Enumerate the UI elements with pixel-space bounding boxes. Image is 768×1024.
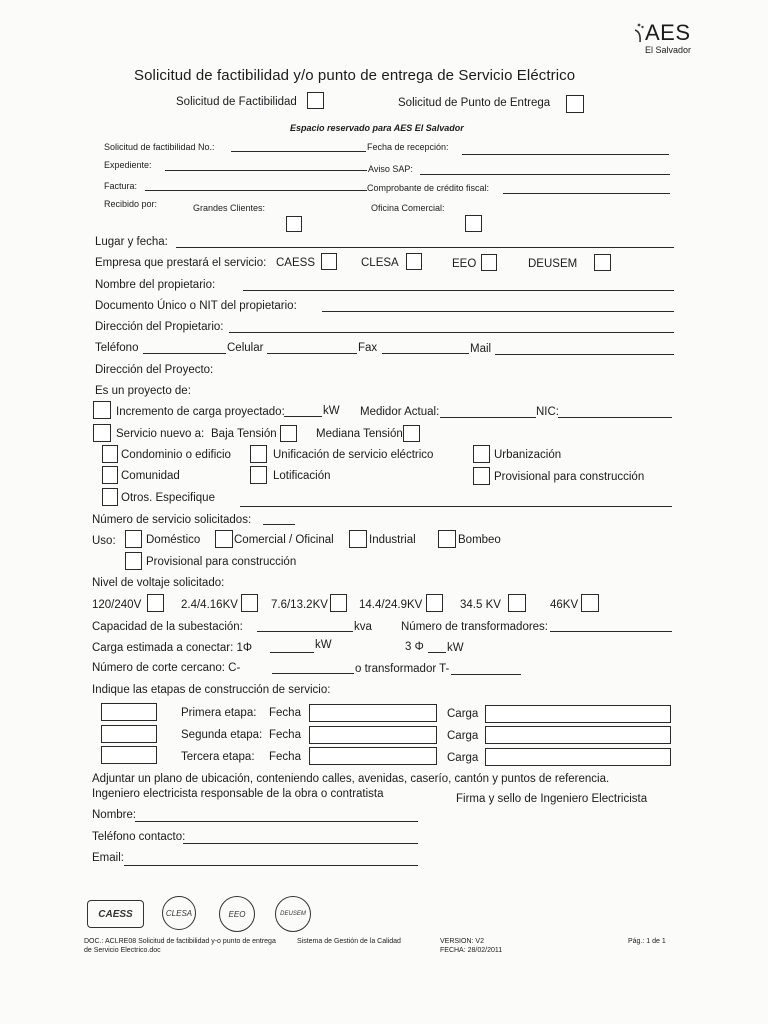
comercial-checkbox[interactable] (215, 530, 233, 548)
solicitud-punto-entrega-label: Solicitud de Punto de Entrega (398, 97, 551, 109)
servicio-nuevo-checkbox[interactable] (93, 424, 111, 442)
voltaje-label: Nivel de voltaje solicitado: (92, 577, 225, 589)
brand-name: AES (645, 20, 691, 45)
voltage-14-4-checkbox[interactable] (426, 594, 443, 612)
footer-fecha: FECHA: 28/02/2011 (440, 947, 503, 954)
uso-label: Uso: (92, 535, 116, 547)
nic-field[interactable] (558, 417, 672, 418)
direccion-proyecto-label: Dirección del Proyecto: (95, 364, 214, 376)
stage-1-box[interactable] (101, 703, 157, 721)
kva-unit: kva (354, 621, 372, 633)
voltage-46-label: 46KV (550, 599, 579, 611)
industrial-label: Industrial (369, 534, 416, 546)
fecha-recepcion-label: Fecha de recepción: (367, 142, 449, 152)
stage-1-carga-label: Carga (447, 708, 479, 720)
telefono-contacto-label: Teléfono contacto: (92, 831, 186, 843)
company-clesa-checkbox[interactable] (406, 253, 422, 270)
company-eeo-label: EEO (452, 258, 477, 270)
provisional-service-checkbox[interactable] (125, 552, 142, 570)
corte-cercano-label: Número de corte cercano: C- (92, 662, 241, 674)
stage-2-fecha-field[interactable] (309, 726, 437, 744)
otros-label: Otros. Especifique (121, 492, 215, 504)
domestico-label: Doméstico (146, 534, 201, 546)
medidor-label: Medidor Actual: (360, 406, 440, 418)
provisional-service-label: Provisional para construcción (146, 556, 297, 568)
comunidad-label: Comunidad (121, 470, 180, 482)
footer-version: VERSION: V2 (440, 938, 484, 945)
empresa-label: Empresa que prestará el servicio: (95, 257, 267, 269)
caess-logo: CAESS (87, 900, 144, 928)
carga-1phi-field[interactable] (270, 652, 314, 653)
stage-1-name: Primera etapa: (181, 707, 257, 719)
es-un-proyecto-label: Es un proyecto de: (95, 385, 191, 397)
celular-field[interactable] (267, 353, 357, 354)
expediente-label: Expediente: (104, 160, 152, 170)
otros-checkbox[interactable] (102, 488, 118, 506)
stage-1-fecha-label: Fecha (269, 707, 301, 719)
servicio-nuevo-label: Servicio nuevo a: (116, 428, 205, 440)
baja-tension-checkbox[interactable] (280, 425, 297, 442)
numero-servicio-field[interactable] (263, 524, 295, 525)
incremento-kw-field[interactable] (284, 416, 322, 417)
baja-tension-label: Baja Tensión (211, 428, 277, 440)
stage-2-carga-label: Carga (447, 730, 479, 742)
brand-sub: El Salvador (645, 45, 692, 55)
voltage-34-5-checkbox[interactable] (508, 594, 526, 612)
footer-sistema: Sistema de Gestión de la Calidad (297, 938, 401, 945)
stage-3-box[interactable] (101, 746, 157, 764)
factibilidad-checkbox[interactable] (307, 92, 324, 109)
carga-3phi-field[interactable] (428, 652, 446, 653)
provisional-construccion-checkbox[interactable] (473, 467, 490, 485)
bombeo-checkbox[interactable] (438, 530, 456, 548)
company-eeo-checkbox[interactable] (481, 254, 497, 271)
telefono-label: Teléfono (95, 342, 139, 354)
deusem-logo: DEUSEM (275, 896, 311, 932)
stage-1-carga-field[interactable] (485, 705, 671, 723)
stage-3-fecha-field[interactable] (309, 747, 437, 765)
subestacion-label: Capacidad de la subestación: (92, 621, 243, 633)
transformador-field[interactable] (451, 674, 521, 675)
company-caess-checkbox[interactable] (321, 253, 337, 270)
fax-label: Fax (358, 342, 378, 354)
celular-label: Celular (227, 342, 264, 354)
expediente-field[interactable] (165, 170, 367, 171)
unificacion-checkbox[interactable] (250, 445, 267, 463)
comprobante-field[interactable] (503, 193, 670, 194)
punto-entrega-checkbox[interactable] (566, 95, 584, 113)
stage-1-fecha-field[interactable] (309, 704, 437, 722)
lotificacion-checkbox[interactable] (250, 466, 267, 484)
condominio-checkbox[interactable] (102, 445, 118, 463)
carga-1phi-unit: kW (315, 639, 332, 651)
company-deusem-checkbox[interactable] (594, 254, 611, 271)
company-clesa-label: CLESA (361, 257, 399, 269)
corte-cercano-field[interactable] (272, 673, 354, 674)
provisional-construccion-label: Provisional para construcción (494, 471, 645, 483)
voltage-2-4-label: 2.4/4.16KV (181, 599, 238, 611)
lugar-fecha-field[interactable] (176, 247, 674, 248)
factura-label: Factura: (104, 181, 138, 191)
stage-3-fecha-label: Fecha (269, 751, 301, 763)
mediana-tension-label: Mediana Tensión (316, 428, 403, 440)
stage-2-carga-field[interactable] (485, 726, 671, 744)
transformador-label: o transformador T- (355, 663, 450, 675)
otros-field[interactable] (240, 506, 672, 507)
voltage-120-label: 120/240V (92, 599, 142, 611)
grandes-clientes-checkbox[interactable] (286, 216, 302, 232)
nic-label: NIC: (536, 406, 559, 418)
subestacion-field[interactable] (257, 631, 353, 632)
recibido-por-label: Recibido por: (104, 199, 158, 209)
footer-doc: DOC.: ACLRE08 Solicitud de factibilidad y-o punto de entrega (84, 938, 276, 945)
incremento-checkbox[interactable] (93, 401, 111, 419)
nombre-propietario-field[interactable] (243, 290, 674, 291)
company-caess-label: CAESS (276, 257, 315, 269)
direccion-propietario-field[interactable] (229, 332, 674, 333)
urbanizacion-label: Urbanización (494, 449, 562, 461)
carga-3phi-label: 3 Φ (405, 641, 424, 653)
condominio-label: Condominio o edificio (121, 449, 231, 461)
voltage-120-checkbox[interactable] (147, 594, 164, 612)
voltage-2-4-checkbox[interactable] (241, 594, 258, 612)
email-field[interactable] (124, 865, 418, 866)
firma-text: Firma y sello de Ingeniero Electricista (456, 793, 648, 805)
comercial-label: Comercial / Oficinal (234, 534, 334, 546)
solicitud-factibilidad-label: Solicitud de Factibilidad (176, 96, 297, 108)
telefono-field[interactable] (143, 353, 226, 354)
ingeniero-text: Ingeniero electricista responsable de la obra o contratista (92, 788, 384, 800)
grandes-clientes-label: Grandes Clientes: (193, 203, 266, 213)
footer-doc2: de Servicio Electrico.doc (84, 947, 161, 954)
nombre-label: Nombre: (92, 809, 137, 821)
stage-3-carga-label: Carga (447, 752, 479, 764)
company-deusem-label: DEUSEM (528, 258, 578, 270)
carga-3phi-unit: kW (447, 642, 464, 654)
bombeo-label: Bombeo (458, 534, 501, 546)
aviso-sap-label: Aviso SAP: (368, 164, 413, 174)
fecha-recepcion-field[interactable] (462, 154, 669, 155)
etapas-label: Indique las etapas de construcción de servicio: (92, 684, 331, 696)
mediana-tension-checkbox[interactable] (403, 425, 420, 442)
stage-3-carga-field[interactable] (485, 748, 671, 766)
eeo-logo: EEO (219, 896, 255, 932)
solicitud-no-label: Solicitud de factibilidad No.: (104, 142, 215, 152)
fax-field[interactable] (382, 353, 469, 354)
unificacion-label: Unificación de servicio eléctrico (273, 449, 434, 461)
oficina-comercial-checkbox[interactable] (465, 215, 482, 232)
nombre-propietario-label: Nombre del propietario: (95, 279, 216, 291)
carga-estimada-label: Carga estimada a conectar: 1Φ (92, 642, 253, 654)
stage-2-fecha-label: Fecha (269, 729, 301, 741)
lotificacion-label: Lotificación (273, 470, 331, 482)
domestico-checkbox[interactable] (125, 530, 142, 548)
industrial-checkbox[interactable] (349, 530, 367, 548)
num-transformadores-field[interactable] (550, 631, 672, 632)
oficina-comercial-label: Oficina Comercial: (371, 203, 445, 213)
comprobante-label: Comprobante de crédito fiscal: (367, 183, 490, 193)
incremento-label: Incremento de carga proyectado: (116, 406, 285, 418)
email-label: Email: (92, 852, 124, 864)
stage-3-name: Tercera etapa: (181, 751, 255, 763)
mail-label: Mail (470, 343, 492, 355)
voltage-46-checkbox[interactable] (581, 594, 599, 612)
factura-field[interactable] (145, 190, 367, 191)
voltage-34-5-label: 34.5 KV (460, 599, 501, 611)
urbanizacion-checkbox[interactable] (473, 445, 490, 463)
comunidad-checkbox[interactable] (102, 466, 118, 484)
aes-logo-icon (632, 22, 646, 49)
footer-pagina: Pág.: 1 de 1 (628, 938, 666, 945)
nombre-field[interactable] (135, 821, 418, 822)
numero-servicio-label: Número de servicio solicitados: (92, 514, 252, 526)
stage-2-box[interactable] (101, 725, 157, 743)
clesa-logo: CLESA (162, 896, 196, 930)
stage-2-name: Segunda etapa: (181, 729, 263, 741)
mail-field[interactable] (495, 354, 674, 355)
direccion-propietario-label: Dirección del Propietario: (95, 321, 224, 333)
documento-label: Documento Único o NIT del propietario: (95, 300, 297, 312)
aviso-sap-field[interactable] (420, 174, 670, 175)
adjuntar-text: Adjuntar un plano de ubicación, conteniendo calles, avenidas, caserío, cantón y puntos de referencia. (92, 773, 610, 785)
solicitud-no-field[interactable] (231, 151, 366, 152)
page-title: Solicitud de factibilidad y/o punto de entrega de Servicio Eléctrico (134, 67, 576, 84)
documento-field[interactable] (322, 311, 674, 312)
lugar-fecha-label: Lugar y fecha: (95, 236, 168, 248)
voltage-14-4-label: 14.4/24.9KV (359, 599, 423, 611)
voltage-7-6-checkbox[interactable] (330, 594, 347, 612)
num-transformadores-label: Número de transformadores: (401, 621, 549, 633)
incremento-kw-unit: kW (323, 405, 340, 417)
reserved-header: Espacio reservado para AES El Salvador (290, 123, 464, 133)
voltage-7-6-label: 7.6/13.2KV (271, 599, 328, 611)
medidor-field[interactable] (440, 417, 536, 418)
telefono-contacto-field[interactable] (183, 843, 418, 844)
